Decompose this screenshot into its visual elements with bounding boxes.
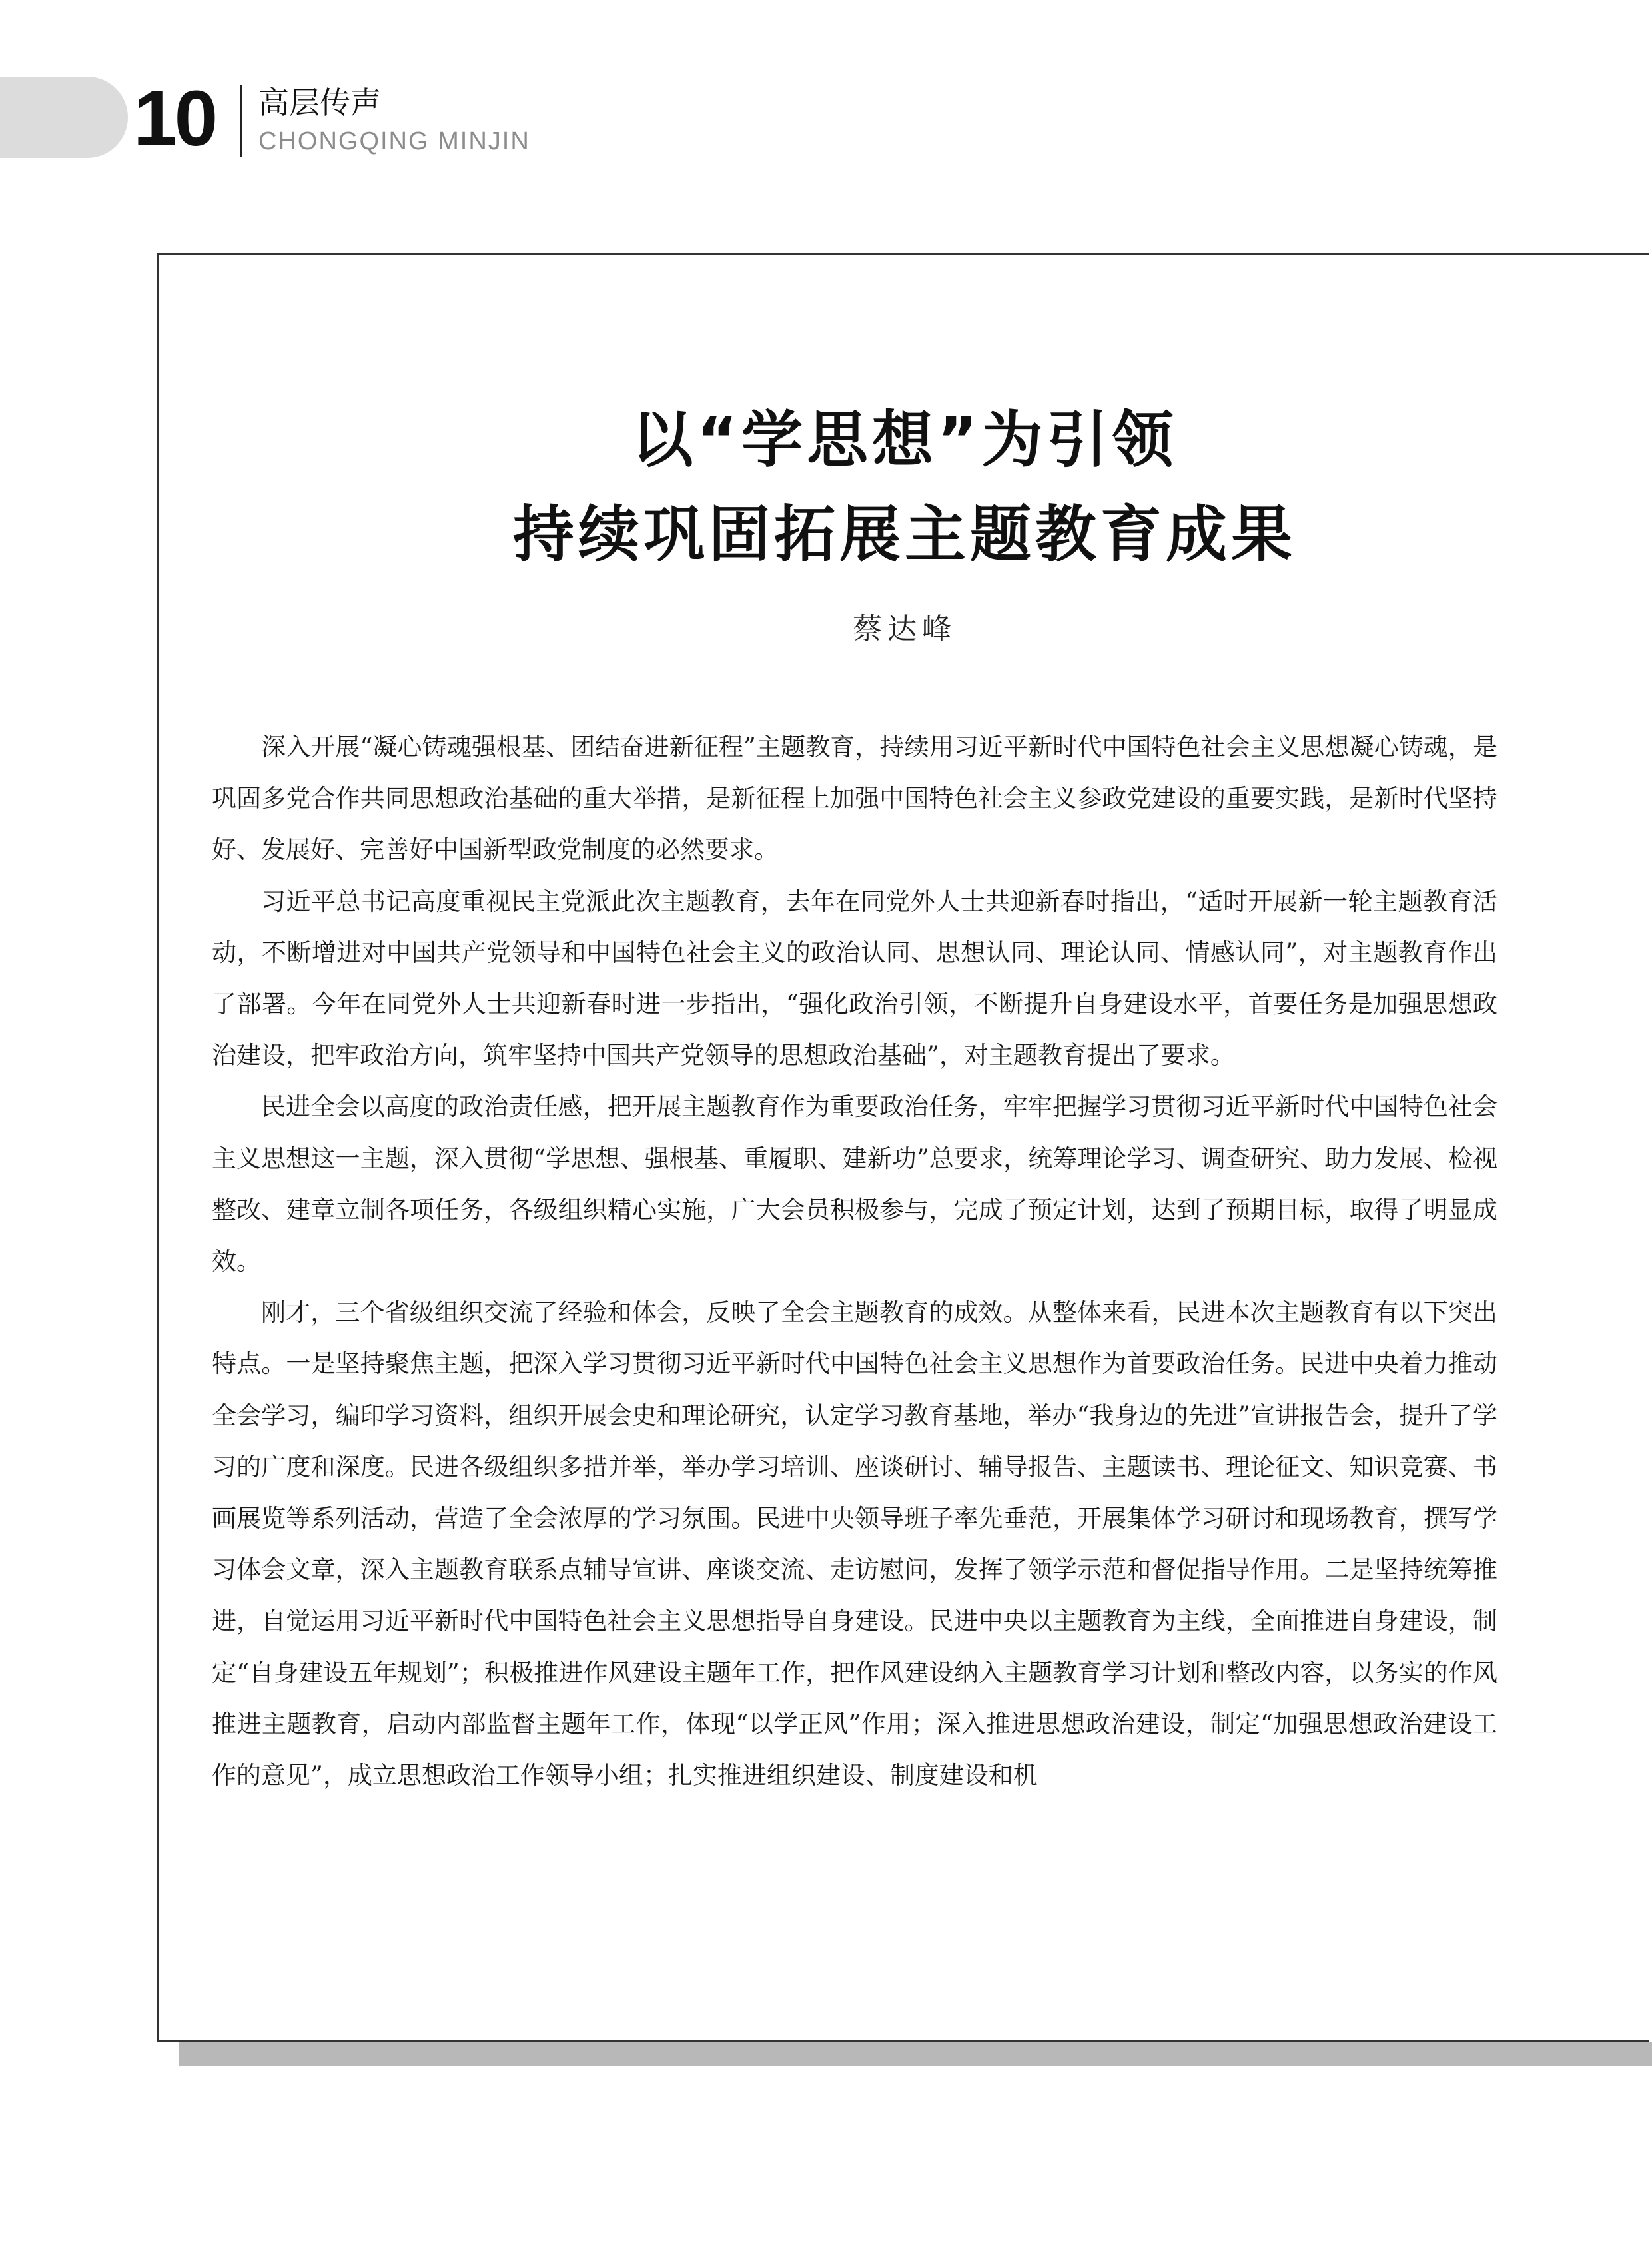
paragraph-2: 习近平总书记高度重视民主党派此次主题教育，去年在同党外人士共迎新春时指出，“适时开展新一轮主题教育活动，不断增进对中国共产党领导和中国特色社会主义的政治认同、思想认同、理论认同、情感认同”，对主题教育作出了部署。今年在同党外人士共迎新春时进一步指出，“强化政治引领，不断提升自身建设水平，首要任务是加强思想政治建设，把牢政治方向，筑牢坚持中国共产党领导的思想政治基础”，对主题教育提出了要求。 [212,887,1497,1070]
section-subtitle: CHONGQING MINJIN [258,127,530,155]
article-title-line-1: 以“学思想”为引领 [631,404,1178,476]
paragraph-3: 民进全会以高度的政治责任感，把开展主题教育作为重要政治任务，牢牢把握学习贯彻习近平新时代中国特色社会主义思想这一主题，深入贯彻“学思想、强根基、重履职、建新功”总要求，统筹理论学习、调查研究、助力发展、检视整改、建章立制各项任务，各级组织精心实施，广大会员积极参与，完成了预定计划，达到了预期目标，取得了明显成效。 [212,1092,1497,1276]
article-title-line-2: 持续巩固拓展主题教育成果 [512,499,1296,570]
header-divider [240,85,242,157]
header-tab [0,77,128,158]
paragraph-4: 刚才，三个省级组织交流了经验和体会，反映了全会主题教育的成效。从整体来看，民进本次主题教育有以下突出特点。一是坚持聚焦主题，把深入学习贯彻习近平新时代中国特色社会主义思想作为首要政治任务。民进中央着力推动全会学习，编印学习资料，组织开展会史和理论研究，认定学习教育基地，举办“我身边的先进”宣讲报告会，提升了学习的广度和深度。民进各级组织多措并举，举办学习培训、座谈研讨、辅导报告、主题读书、理论征文、知识竞赛、书画展览等系列活动，营造了全会浓厚的学习氛围。民进中央领导班子率先垂范，开展集体学习研讨和现场教育，撰写学习体会文章，深入主题教育联系点辅导宣讲、座谈交流、走访慰问，发挥了领学示范和督促指导作用。二是坚持统筹推进，自觉运用习近平新时代中国特色社会主义思想指导自身建设。民进中央以主题教育为主线，全面推进自身建设，制定“自身建设五年规划”；积极推进作风建设主题年工作，把作风建设纳入主题教育学习计划和整改内容，以务实的作风推进主题教育，启动内部监督主题年工作，体现“以学正风”作用；深入推进思想政治建设，制定“加强思想政治建设工作的意见”，成立思想政治工作领导小组；扎实推进组织建设、制度建设和机 [212,1298,1497,1790]
paragraph-1: 深入开展“凝心铸魂强根基、团结奋进新征程”主题教育，持续用习近平新时代中国特色社会主义思想凝心铸魂，是巩固多党合作共同思想政治基础的重大举措，是新征程上加强中国特色社会主义参政党建设的重要实践，是新时代坚持好、发展好、完善好中国新型政党制度的必然要求。 [212,733,1497,865]
frame-shadow [179,2042,1652,2066]
article-title [157,393,1652,582]
page-number: 10 [133,75,216,163]
article-body [212,721,1497,1801]
article-author: 蔡达峰 [853,612,957,646]
section-title: 高层传声 [258,85,381,121]
